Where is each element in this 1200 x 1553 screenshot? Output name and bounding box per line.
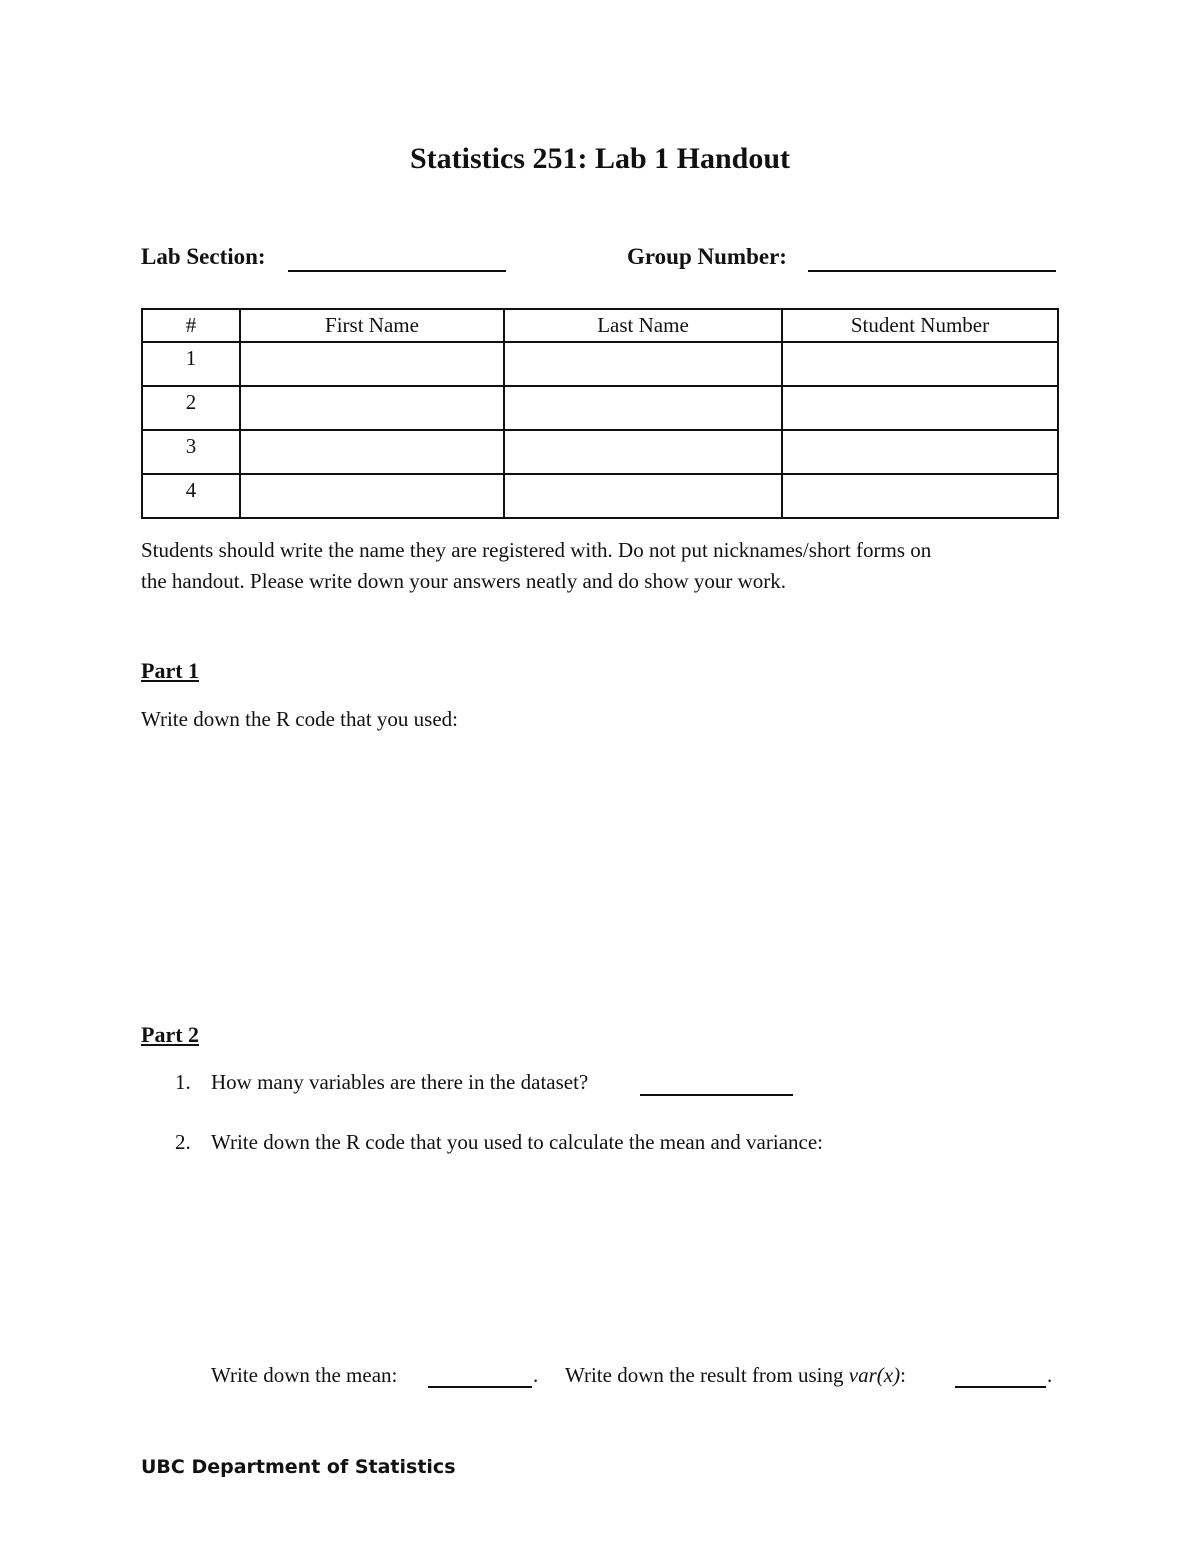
instructions: [141, 535, 1071, 597]
header-first-name: First Name: [240, 309, 504, 342]
last-name-cell[interactable]: [504, 386, 782, 430]
student-number-cell[interactable]: [782, 430, 1058, 474]
lab-section-field[interactable]: [288, 270, 506, 272]
part-1-prompt: Write down the R code that you used:: [141, 707, 458, 731]
student-number-cell[interactable]: [782, 342, 1058, 386]
student-number-cell[interactable]: [782, 474, 1058, 518]
first-name-cell[interactable]: [240, 386, 504, 430]
question-1-number: 1.: [175, 1070, 191, 1094]
last-name-cell[interactable]: [504, 430, 782, 474]
mean-label: Write down the mean:: [211, 1363, 398, 1387]
part-1-heading: Part 1: [141, 658, 200, 683]
instructions-line-2: the handout. Please write down your answers neatly and do show your work.: [141, 569, 787, 593]
table-row: [142, 342, 1058, 386]
student-number-cell[interactable]: [782, 386, 1058, 430]
variance-label-suffix: :: [900, 1363, 906, 1387]
table-row: [142, 430, 1058, 474]
table-header-row: [142, 309, 1058, 342]
variance-field[interactable]: [955, 1386, 1046, 1388]
student-roster-table: [141, 308, 1059, 519]
part-2-answer-area[interactable]: [211, 1170, 1059, 1350]
mean-field[interactable]: [428, 1386, 532, 1388]
row-number: 1: [142, 342, 240, 386]
header-student-number: Student Number: [782, 309, 1058, 342]
variance-label-prefix: Write down the result from using: [565, 1363, 844, 1387]
last-name-cell[interactable]: [504, 474, 782, 518]
instructions-line-1: Students should write the name they are registered with. Do not put nicknames/short forms on: [141, 538, 932, 562]
row-number: 3: [142, 430, 240, 474]
var-function: var(x): [848, 1363, 901, 1387]
group-number-label: Group Number:: [627, 244, 787, 269]
header-number: #: [142, 309, 240, 342]
footer-department: UBC Department of Statistics: [141, 1456, 456, 1478]
part-2-heading: Part 2: [141, 1022, 200, 1047]
page-title: Statistics 251: Lab 1 Handout: [409, 142, 791, 175]
row-number: 4: [142, 474, 240, 518]
question-2-number: 2.: [175, 1130, 191, 1154]
first-name-cell[interactable]: [240, 474, 504, 518]
part-1-answer-area[interactable]: [141, 745, 1059, 1005]
last-name-cell[interactable]: [504, 342, 782, 386]
first-name-cell[interactable]: [240, 342, 504, 386]
mean-period: .: [533, 1363, 539, 1387]
question-1-text: How many variables are there in the dataset?: [211, 1070, 589, 1094]
group-number-field[interactable]: [808, 270, 1056, 272]
header-last-name: Last Name: [504, 309, 782, 342]
table-row: [142, 386, 1058, 430]
row-number: 2: [142, 386, 240, 430]
first-name-cell[interactable]: [240, 430, 504, 474]
variance-label: [565, 1360, 906, 1391]
table-row: [142, 474, 1058, 518]
lab-section-label: Lab Section:: [141, 244, 266, 269]
variables-count-field[interactable]: [640, 1094, 793, 1096]
variance-period: .: [1047, 1363, 1053, 1387]
question-2-text: Write down the R code that you used to calculate the mean and variance:: [211, 1130, 824, 1154]
